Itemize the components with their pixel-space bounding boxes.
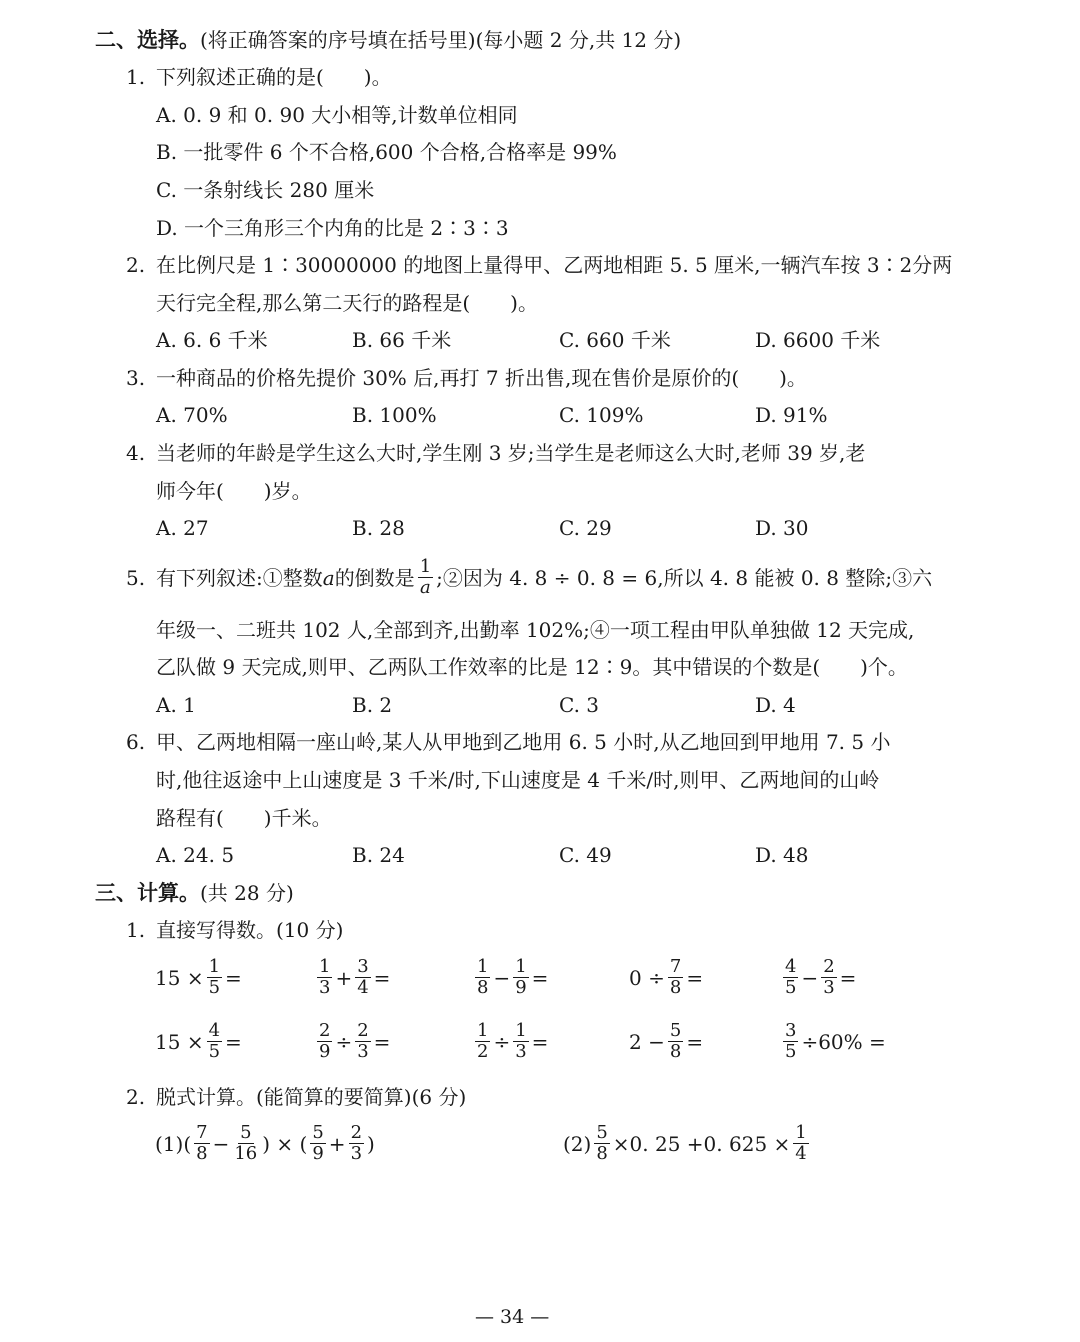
- question-6-line-2: 时,他往返途中上山速度是 3 千米/时,下山速度是 4 千米/时,则甲、乙两地间的山岭: [156, 768, 880, 792]
- question-2-line-1: [126, 255, 952, 275]
- operator: −: [212, 1131, 230, 1156]
- whole-number: 2: [629, 1029, 642, 1054]
- question-2-option-c: C. 660 千米: [559, 328, 671, 352]
- closing-paren: ): [367, 1131, 375, 1156]
- fraction-denominator: 3: [350, 1143, 363, 1164]
- question-4-option-c: C. 29: [559, 516, 612, 540]
- calc-2-problem-2: [563, 1124, 812, 1163]
- fraction-denominator: 3: [823, 977, 835, 998]
- fraction-denominator: 5: [208, 977, 221, 998]
- fraction: [783, 958, 798, 997]
- expr-row2-5: [780, 1022, 886, 1061]
- question-4-line-2: 师今年( )岁。: [156, 479, 312, 503]
- expr-row1-3: [472, 958, 548, 997]
- calc-1-number: 1.: [126, 918, 146, 942]
- fraction: [207, 958, 222, 997]
- fraction-denominator: 3: [319, 977, 331, 998]
- fraction-denominator: 5: [208, 1041, 221, 1062]
- question-1-number: 1.: [126, 65, 146, 89]
- fraction: [355, 958, 370, 997]
- fraction: [513, 958, 528, 997]
- equals-sign: =: [531, 965, 549, 990]
- question-1-stem: [126, 67, 392, 87]
- question-5-line-3: 乙队做 9 天完成,则甲、乙两队工作效率的比是 12∶9。其中错误的个数是( )个。: [156, 655, 908, 679]
- problem-label: (2): [563, 1131, 592, 1156]
- fraction: [194, 1124, 209, 1163]
- section-2-heading: [95, 30, 681, 51]
- page-number: — 34 —: [475, 1306, 550, 1328]
- question-6-text-1: 甲、乙两地相隔一座山岭,某人从甲地到乙地用 6. 5 小时,从乙地回到甲地用 7. 5 小: [156, 730, 891, 754]
- equals-sign: =: [531, 1029, 549, 1054]
- fraction-denominator: 4: [357, 977, 369, 998]
- fraction: [594, 1124, 609, 1163]
- question-6-option-d: D. 48: [755, 843, 809, 867]
- question-5-option-d: D. 4: [755, 693, 796, 717]
- calc-1-title: 直接写得数。(10 分): [156, 918, 344, 942]
- question-2-option-a: A. 6. 6 千米: [156, 328, 268, 352]
- operator: +: [328, 1131, 346, 1156]
- fraction-denominator: 5: [785, 977, 797, 998]
- question-2-option-b: B. 66 千米: [352, 328, 452, 352]
- section-2-title: 二、选择。: [95, 28, 200, 52]
- fraction-numerator: 1: [515, 956, 527, 977]
- fraction-denominator: 5: [785, 1041, 797, 1062]
- fraction-numerator: 2: [357, 1020, 369, 1041]
- fraction-numerator: 4: [785, 956, 797, 977]
- whole-number: 15: [155, 1029, 181, 1054]
- question-4-text-1: 当老师的年龄是学生这么大时,学生刚 3 岁;当学生是老师这么大时,老师 39 岁,老: [156, 441, 866, 465]
- question-6-option-a: A. 24. 5: [156, 843, 235, 867]
- question-3-option-a: A. 70%: [156, 403, 228, 427]
- fraction: [668, 958, 683, 997]
- operator: ×: [186, 965, 204, 990]
- equals-sign: =: [225, 965, 242, 990]
- expr-row2-1: [155, 1022, 242, 1061]
- fraction-numerator: 2: [319, 1020, 331, 1041]
- question-4-number: 4.: [126, 441, 146, 465]
- expr-row2-4: [629, 1022, 703, 1061]
- fraction: [668, 1022, 683, 1061]
- equals-sign: =: [225, 1029, 242, 1054]
- section-2-instruction: (将正确答案的序号填在括号里)(每小题 2 分,共 12 分): [200, 28, 682, 52]
- whole-number: 15: [155, 965, 181, 990]
- fraction-numerator: 5: [596, 1122, 608, 1143]
- fraction-numerator: 1: [319, 956, 331, 977]
- fraction-numerator: 1: [208, 956, 221, 977]
- question-3-text: 一种商品的价格先提价 30% 后,再打 7 折出售,现在售价是原价的( )。: [156, 366, 807, 390]
- fraction: [355, 1022, 370, 1061]
- fraction-numerator: 1: [795, 1122, 807, 1143]
- fraction-numerator: 4: [208, 1020, 221, 1041]
- fraction-denominator: 9: [515, 977, 527, 998]
- operator: −: [493, 965, 511, 990]
- question-3-option-d: D. 91%: [755, 403, 828, 427]
- operator: ÷: [493, 1029, 511, 1054]
- fraction-denominator: a: [420, 577, 431, 598]
- fraction: [513, 1022, 528, 1061]
- calc-1-heading: [126, 920, 343, 940]
- fraction-denominator: 8: [669, 1041, 682, 1062]
- fraction-denominator: 8: [196, 1143, 208, 1164]
- calc-2-title: 脱式计算。(能简算的要简算)(6 分): [156, 1085, 467, 1109]
- question-5-text-1c: ;②因为 4. 8 ÷ 0. 8 = 6,所以 4. 8 能被 0. 8 整除;③六: [436, 565, 933, 590]
- question-4-option-b: B. 28: [352, 516, 405, 540]
- operator: ) × (: [262, 1131, 308, 1156]
- fraction-numerator: 7: [196, 1122, 208, 1143]
- fraction: [475, 1022, 490, 1061]
- equals-sign: =: [373, 965, 391, 990]
- expression-middle: ×0. 25 +0. 625 ×: [612, 1131, 791, 1156]
- question-3-stem: [126, 368, 807, 388]
- question-6-line-1: [126, 732, 890, 752]
- percent-term: ÷60%: [801, 1029, 863, 1054]
- operator: ÷: [648, 965, 665, 990]
- operator: ÷: [335, 1029, 353, 1054]
- question-1-option-c: C. 一条射线长 280 厘米: [156, 178, 375, 202]
- fraction-denominator: 3: [515, 1041, 527, 1062]
- question-1-option-d: D. 一个三角形三个内角的比是 2∶3∶3: [156, 216, 509, 240]
- expr-row1-5: [780, 958, 856, 997]
- question-2-text-1: 在比例尺是 1∶30000000 的地图上量得甲、乙两地相距 5. 5 厘米,一辆汽车按 3∶2分两: [156, 253, 953, 277]
- question-1-option-a: A. 0. 9 和 0. 90 大小相等,计数单位相同: [156, 103, 518, 127]
- fraction-numerator: 1: [477, 956, 489, 977]
- question-2-line-2: 天行完全程,那么第二天行的路程是( )。: [156, 291, 538, 315]
- question-6-option-c: C. 49: [559, 843, 612, 867]
- question-5-text-1a: 有下列叙述:①整数: [156, 565, 323, 590]
- equals-sign: =: [839, 965, 857, 990]
- fraction-numerator: 5: [240, 1122, 252, 1143]
- question-1-text: 下列叙述正确的是( )。: [156, 65, 392, 89]
- fraction: [232, 1124, 259, 1163]
- question-5-line-2: 年级一、二班共 102 人,全部到齐,出勤率 102%;④一项工程由甲队单独做 12 天完成,: [156, 618, 915, 642]
- operator: +: [335, 965, 353, 990]
- question-5-fraction: [418, 558, 433, 597]
- question-5-option-a: A. 1: [156, 693, 196, 717]
- expr-row1-1: [155, 958, 242, 997]
- section-3-instruction: (共 28 分): [200, 881, 294, 905]
- fraction-numerator: 3: [785, 1020, 797, 1041]
- fraction-denominator: 16: [234, 1143, 258, 1164]
- whole-number: 0: [629, 965, 642, 990]
- fraction-numerator: 1: [477, 1020, 489, 1041]
- fraction-numerator: 1: [419, 556, 432, 577]
- expr-row2-2: [314, 1022, 390, 1061]
- fraction-denominator: 9: [319, 1041, 331, 1062]
- calc-2-problem-1: [155, 1124, 375, 1163]
- question-3-option-b: B. 100%: [352, 403, 437, 427]
- question-2-number: 2.: [126, 253, 146, 277]
- problem-label: (1)(: [155, 1131, 192, 1156]
- fraction-numerator: 1: [515, 1020, 527, 1041]
- expr-row1-4: [629, 958, 703, 997]
- question-3-option-c: C. 109%: [559, 403, 644, 427]
- operator: −: [648, 1029, 665, 1054]
- operator: ×: [186, 1029, 204, 1054]
- question-6-number: 6.: [126, 730, 146, 754]
- fraction: [207, 1022, 222, 1061]
- calc-2-heading: [126, 1087, 466, 1107]
- equals-sign: =: [373, 1029, 391, 1054]
- expr-row1-2: [314, 958, 390, 997]
- question-3-number: 3.: [126, 366, 146, 390]
- fraction-numerator: 2: [350, 1122, 363, 1143]
- question-2-option-d: D. 6600 千米: [755, 328, 881, 352]
- fraction-numerator: 5: [312, 1122, 324, 1143]
- equals-sign: =: [686, 1029, 704, 1054]
- question-6-line-3: 路程有( )千米。: [156, 806, 332, 830]
- section-3-heading: [95, 883, 294, 904]
- fraction: [821, 958, 836, 997]
- fraction-denominator: 9: [312, 1143, 324, 1164]
- fraction: [310, 1124, 325, 1163]
- operator: −: [801, 965, 819, 990]
- fraction: [349, 1124, 364, 1163]
- calc-2-number: 2.: [126, 1085, 146, 1109]
- question-5-line-1: [126, 558, 932, 597]
- section-3-title: 三、计算。: [95, 881, 200, 905]
- fraction: [783, 1022, 798, 1061]
- question-5-number: 5.: [126, 565, 146, 590]
- fraction-numerator: 2: [823, 956, 835, 977]
- fraction-numerator: 7: [669, 956, 682, 977]
- fraction: [317, 958, 332, 997]
- fraction-denominator: 8: [477, 977, 489, 998]
- question-4-option-d: D. 30: [755, 516, 809, 540]
- question-5-option-c: C. 3: [559, 693, 600, 717]
- fraction: [475, 958, 490, 997]
- fraction: [793, 1124, 808, 1163]
- question-4-option-a: A. 27: [156, 516, 209, 540]
- fraction-numerator: 5: [669, 1020, 682, 1041]
- question-5-text-1b: 的倒数是: [334, 565, 415, 590]
- question-5-option-b: B. 2: [352, 693, 393, 717]
- question-5-variable-a: a: [322, 565, 335, 590]
- expr-row2-3: [472, 1022, 548, 1061]
- question-4-line-1: [126, 443, 865, 463]
- fraction: [317, 1022, 332, 1061]
- fraction-numerator: 3: [357, 956, 369, 977]
- equals-sign: =: [686, 965, 704, 990]
- question-1-option-b: B. 一批零件 6 个不合格,600 个合格,合格率是 99%: [156, 140, 617, 164]
- fraction-denominator: 8: [596, 1143, 608, 1164]
- fraction-denominator: 2: [477, 1041, 489, 1062]
- fraction-denominator: 8: [669, 977, 682, 998]
- fraction-denominator: 3: [357, 1041, 369, 1062]
- question-6-option-b: B. 24: [352, 843, 405, 867]
- equals-sign: =: [869, 1029, 886, 1054]
- fraction-denominator: 4: [795, 1143, 807, 1164]
